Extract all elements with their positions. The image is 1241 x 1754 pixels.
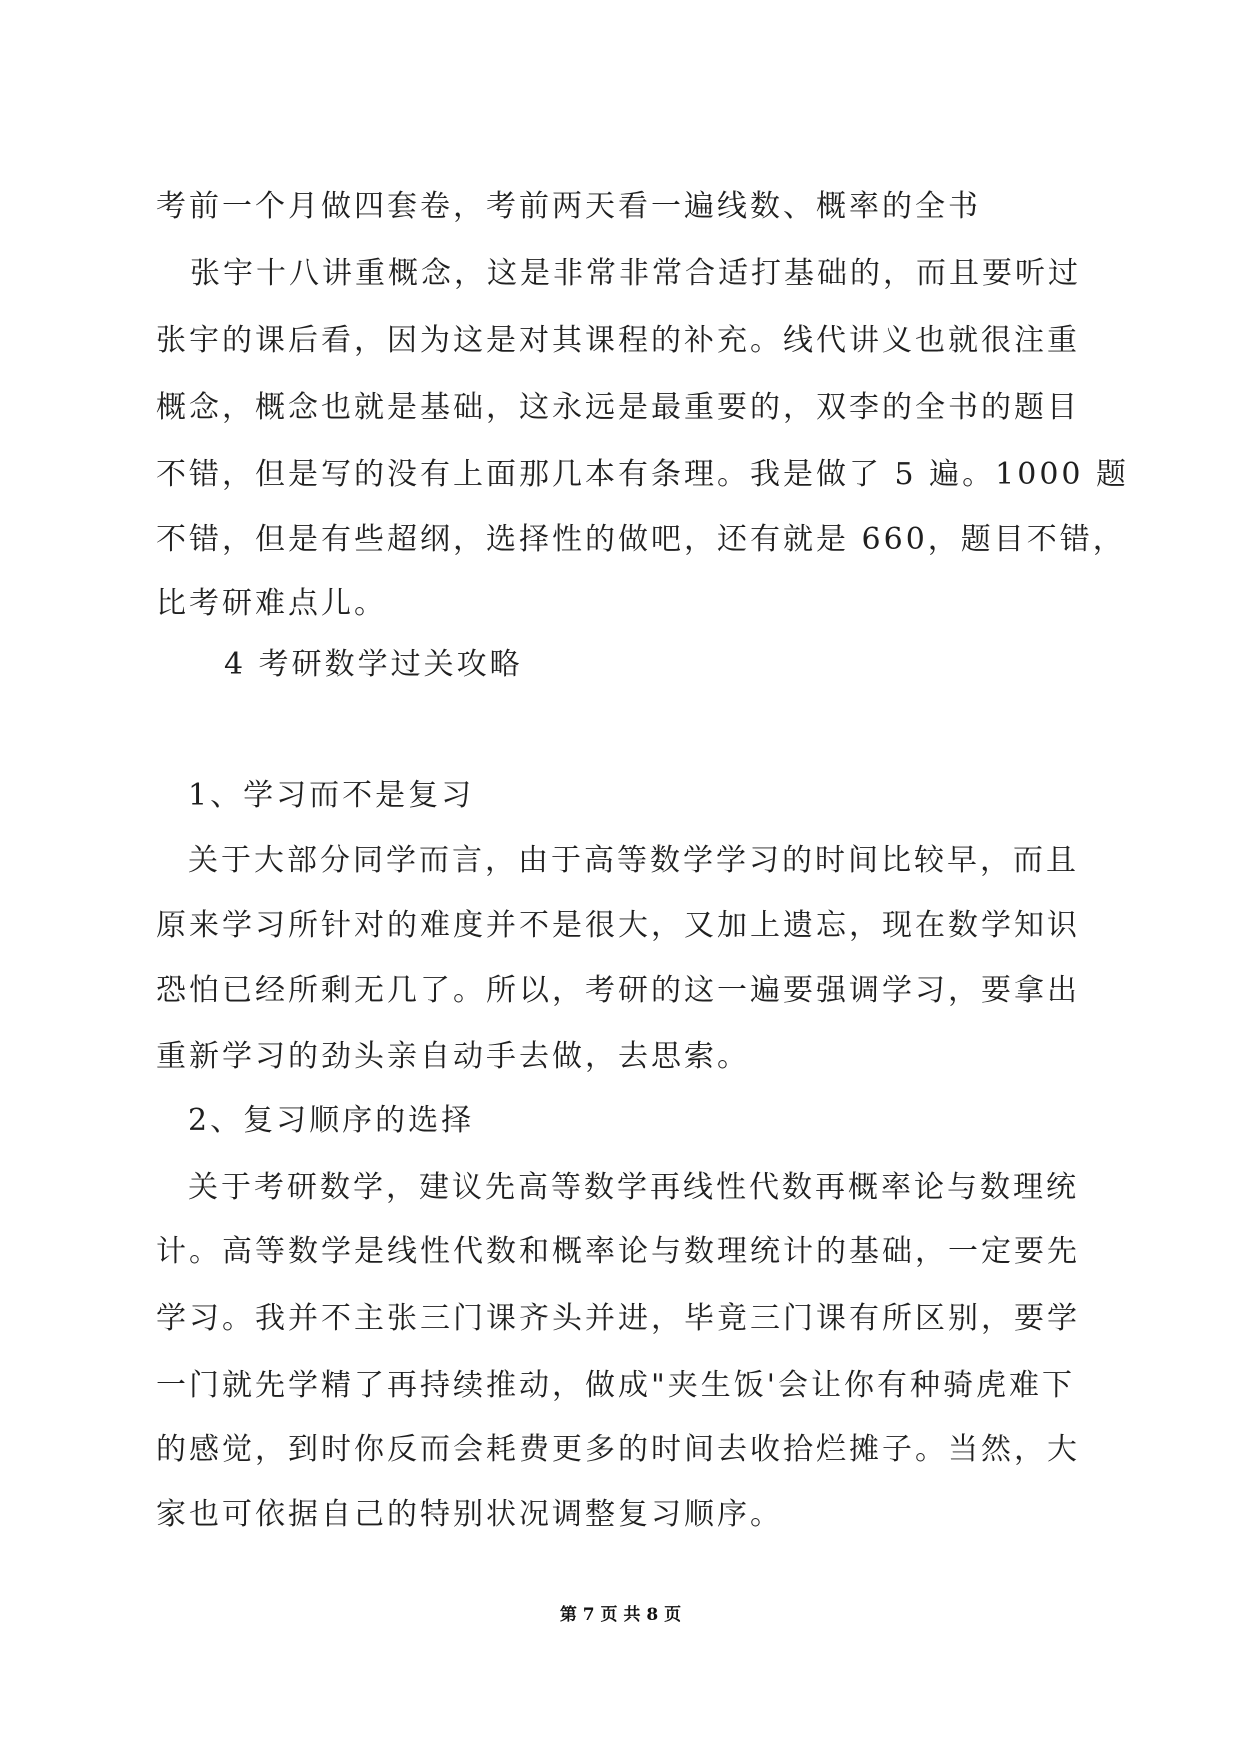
body-text-line: 不错，但是有些超纲，选择性的做吧，还有就是 660，题目不错， (156, 522, 1126, 557)
body-text-line: 关于考研数学，建议先高等数学再线性代数再概率论与数理统 (188, 1170, 1079, 1205)
body-text-line: 张宇十八讲重概念，这是非常非常合适打基础的，而且要听过 (190, 256, 1081, 291)
body-text-line: 恐怕已经所剩无几了。所以，考研的这一遍要强调学习，要拿出 (156, 973, 1080, 1008)
body-text-line: 比考研难点儿。 (156, 586, 387, 621)
body-text-line: 重新学习的劲头亲自动手去做，去思索。 (156, 1039, 750, 1074)
body-text-line: 学习。我并不主张三门课齐头并进，毕竟三门课有所区别，要学 (156, 1301, 1080, 1336)
body-text-line: 计。高等数学是线性代数和概率论与数理统计的基础，一定要先 (156, 1234, 1080, 1269)
body-text-line: 家也可依据自己的特别状况调整复习顺序。 (156, 1497, 783, 1532)
body-text-line: 的感觉，到时你反而会耗费更多的时间去收拾烂摊子。当然，大 (156, 1432, 1080, 1467)
body-text-line: 关于大部分同学而言，由于高等数学学习的时间比较早，而且 (188, 843, 1079, 878)
body-text-line: 概念，概念也就是基础，这永远是最重要的，双李的全书的题目 (156, 390, 1080, 425)
subsection-heading: 1、学习而不是复习 (188, 778, 475, 813)
subsection-heading: 2、复习顺序的选择 (188, 1103, 475, 1138)
body-text-line: 原来学习所针对的难度并不是很大，又加上遗忘，现在数学知识 (156, 908, 1080, 943)
body-text-line: 考前一个月做四套卷，考前两天看一遍线数、概率的全书 (156, 189, 981, 224)
body-text-line: 张宇的课后看，因为这是对其课程的补充。线代讲义也就很注重 (156, 323, 1080, 358)
section-title: 4 考研数学过关攻略 (224, 647, 523, 682)
body-text-line: 一门就先学精了再持续推动，做成"夹生饭'会让你有种骑虎难下 (156, 1368, 1076, 1403)
page-number-footer: 第 7 页 共 8 页 (559, 1605, 682, 1625)
body-text-line: 不错，但是写的没有上面那几本有条理。我是做了 5 遍。1000 题 (156, 457, 1130, 492)
